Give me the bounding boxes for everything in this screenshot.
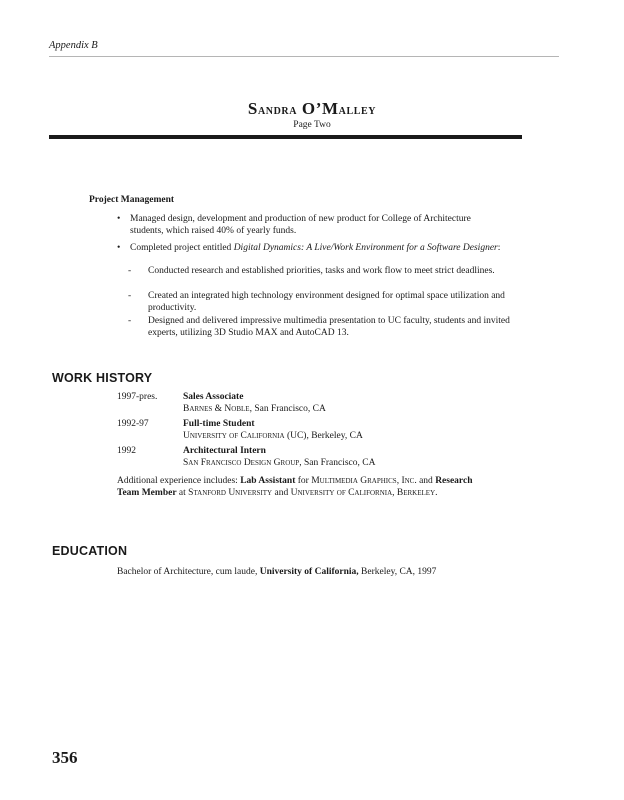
- job-2-title: Full-time Student: [183, 419, 255, 429]
- name-rest-last: alley: [338, 103, 377, 118]
- education-title: EDUCATION: [52, 544, 128, 558]
- page-number: 356: [52, 748, 78, 767]
- pm-bullet-2: [117, 243, 517, 255]
- additional-text: Additional experience includes:: [117, 476, 241, 486]
- dash-glyph: -: [128, 266, 132, 276]
- additional-text: for: [295, 476, 312, 486]
- job-2-place: [183, 431, 363, 441]
- education-entry: [117, 567, 436, 577]
- additional-org-2: Stanford University: [188, 488, 273, 498]
- job-3-location: , San Francisco, CA: [299, 458, 376, 468]
- job-3-title: Architectural Intern: [183, 446, 266, 456]
- additional-role-2: Research Team Member: [117, 476, 473, 498]
- additional-text: at: [176, 488, 189, 498]
- job-1-years: 1997-pres.: [117, 392, 158, 402]
- job-1-place: [183, 404, 326, 414]
- job-2-employer: University of California: [183, 431, 285, 441]
- appendix-label: Appendix B: [49, 40, 98, 51]
- pm-bullet-1-text: Managed design, development and production of new product for College of Architecture students, which raised 40% of yearly funds.: [130, 214, 471, 236]
- page-label: Page Two: [293, 120, 331, 130]
- name-initial: S: [247, 99, 258, 118]
- header-divider: [49, 56, 559, 57]
- dash-glyph: -: [128, 291, 132, 301]
- education-location: Berkeley, CA, 1997: [358, 567, 437, 577]
- bullet-glyph: •: [117, 214, 121, 224]
- work-history-title: WORK HISTORY: [52, 371, 153, 385]
- pm-sub-2: [128, 291, 528, 314]
- pm-sub-1: [128, 266, 528, 278]
- additional-text: and: [272, 488, 291, 498]
- job-3-employer: San Francisco Design Group: [183, 458, 300, 468]
- additional-role-1: Lab Assistant: [240, 476, 296, 486]
- additional-text: and: [416, 476, 436, 486]
- pm-bullet-2-text: [130, 243, 517, 255]
- additional-experience: [117, 475, 497, 499]
- job-2-location: (UC), Berkeley, CA: [284, 431, 363, 441]
- pm-sub-1-text: Conducted research and established priorities, tasks and work flow to meet strict deadlines.: [148, 266, 495, 276]
- job-3-years: 1992: [117, 446, 136, 456]
- pm-bullet-1: [117, 214, 487, 237]
- pm-bullet-2-suffix: :: [497, 243, 501, 253]
- job-1-location: , San Francisco, CA: [249, 404, 326, 414]
- dash-glyph: -: [128, 316, 132, 326]
- name-divider: [49, 135, 522, 139]
- job-3-place: [183, 458, 375, 468]
- bullet-glyph: •: [117, 243, 121, 253]
- project-management-title: Project Management: [89, 195, 175, 205]
- job-1-title: Sales Associate: [183, 392, 244, 402]
- education-degree: Bachelor of Architecture, cum laude,: [117, 567, 260, 577]
- resume-name: [0, 99, 624, 119]
- pm-sub-2-text: Created an integrated high technology environment designed for optimal space utilization and productivity.: [148, 291, 505, 313]
- name-rest-first: andra: [257, 103, 298, 118]
- pm-sub-3: [128, 316, 528, 339]
- job-2-years: 1992-97: [117, 419, 149, 429]
- job-1-employer: Barnes & Noble: [183, 404, 250, 414]
- pm-sub-3-text: Designed and delivered impressive multimedia presentation to UC faculty, students and invited experts, utilizing 3D Studio MAX and AutoCAD 13.: [148, 316, 510, 338]
- education-school: University of California,: [259, 567, 359, 577]
- pm-bullet-2-project-title: Digital Dynamics: A Live/Work Environment for a Software Designer: [233, 243, 498, 253]
- additional-org-3: University of California, Berkeley.: [290, 488, 438, 498]
- pm-bullet-2-prefix: Completed project entitled: [130, 243, 234, 253]
- additional-org-1: Multimedia Graphics, Inc.: [311, 476, 417, 486]
- name-initial-last: O’M: [297, 99, 339, 118]
